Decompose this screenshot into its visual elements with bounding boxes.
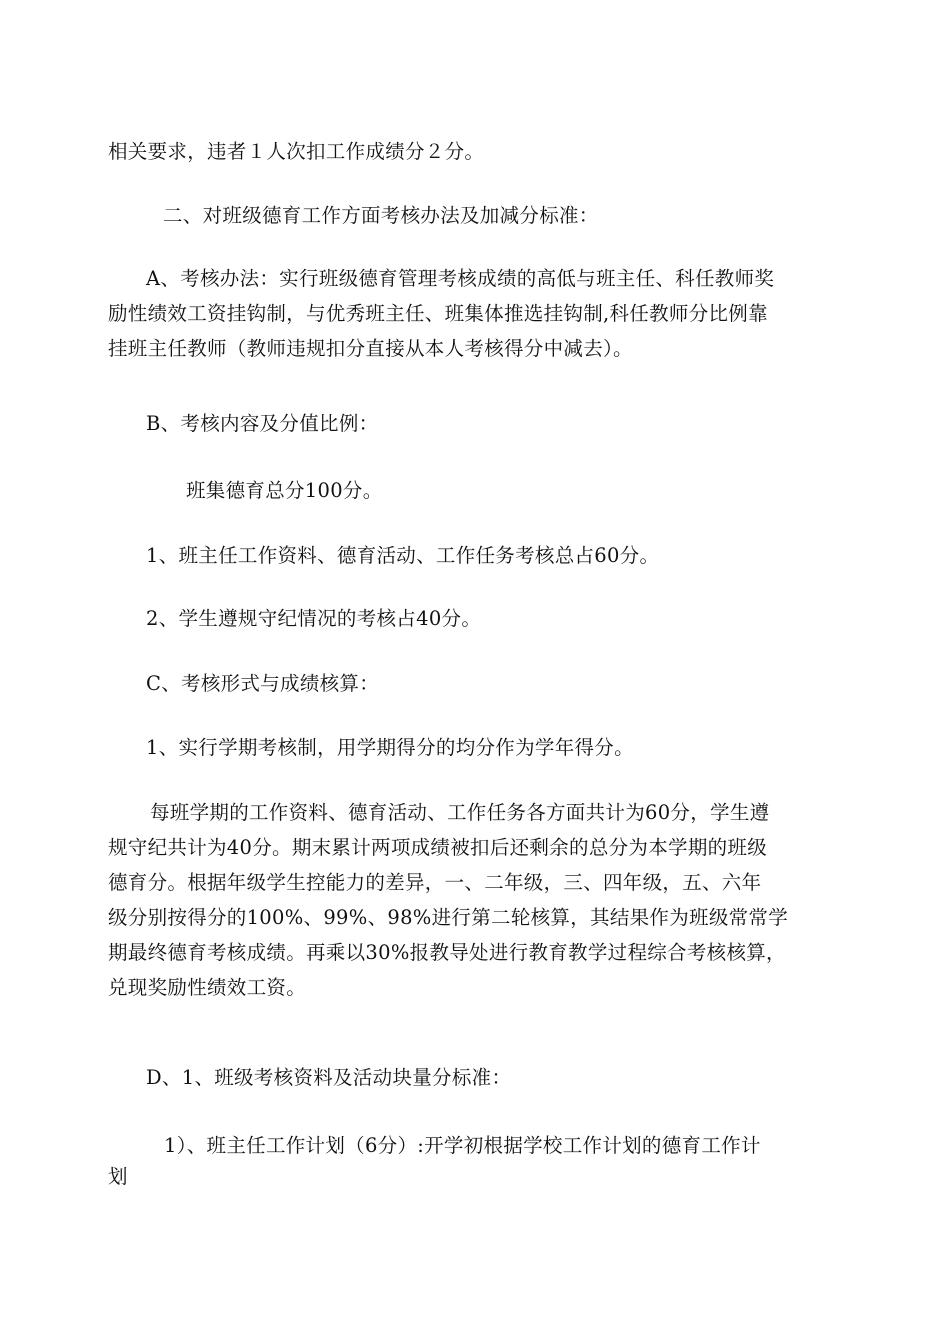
subheading-assessment-form: C、考核形式与成绩核算：	[146, 672, 380, 695]
text-line: 励性绩效工资挂钩制，与优秀班主任、班集体推选挂钩制,科任教师分比例靠	[108, 302, 768, 325]
subheading-assessment-content: B、考核内容及分值比例：	[146, 412, 379, 435]
text-line: 兑现奖励性绩效工资。	[108, 976, 307, 999]
list-item-semester-assessment: 1、实行学期考核制，用学期得分的均分作为学年得分。	[146, 736, 634, 759]
list-item-teacher-work: 1、班主任工作资料、德育活动、工作任务考核总占60分。	[146, 544, 660, 567]
paragraph-work-plan	[108, 1128, 761, 1191]
paragraph-requirements-penalty: 相关要求，违者１人次扣工作成绩分２分。	[108, 140, 485, 163]
text-line: 规守纪共计为40分。期末累计两项成绩被扣后还剩余的总分为本学期的班级	[108, 836, 768, 859]
text-line: 每班学期的工作资料、德育活动、工作任务各方面共计为60分，学生遵	[150, 801, 770, 824]
paragraph-assessment-method	[108, 261, 774, 366]
subheading-class-materials-standard: D、1、班级考核资料及活动块量分标准：	[146, 1066, 512, 1089]
list-item-student-discipline: 2、学生遵规守纪情况的考核占40分。	[146, 607, 482, 630]
text-line: 德育分。根据年级学生控能力的差异，一、二年级，三、四年级，五、六年	[108, 871, 762, 894]
text-line: 挂班主任教师（教师违规扣分直接从本人考核得分中减去）。	[108, 337, 633, 360]
text-line: A、考核办法：实行班级德育管理考核成绩的高低与班主任、科任教师奖	[146, 267, 775, 290]
paragraph-total-score: 班集德育总分100分。	[186, 479, 383, 502]
text-line: 划	[108, 1165, 128, 1188]
text-line: 1）、班主任工作计划（6分）:开学初根据学校工作计划的德育工作计	[164, 1134, 761, 1157]
paragraph-score-calculation	[108, 795, 788, 1005]
text-line: 期最终德育考核成绩。再乘以30%报教导处进行教育教学过程综合考核核算，	[108, 941, 786, 964]
text-line: 级分别按得分的100%、99%、98%进行第二轮核算，其结果作为班级常常学	[108, 906, 789, 929]
section-heading-class-moral-education: 二、对班级德育工作方面考核办法及加减分标准：	[163, 204, 599, 227]
